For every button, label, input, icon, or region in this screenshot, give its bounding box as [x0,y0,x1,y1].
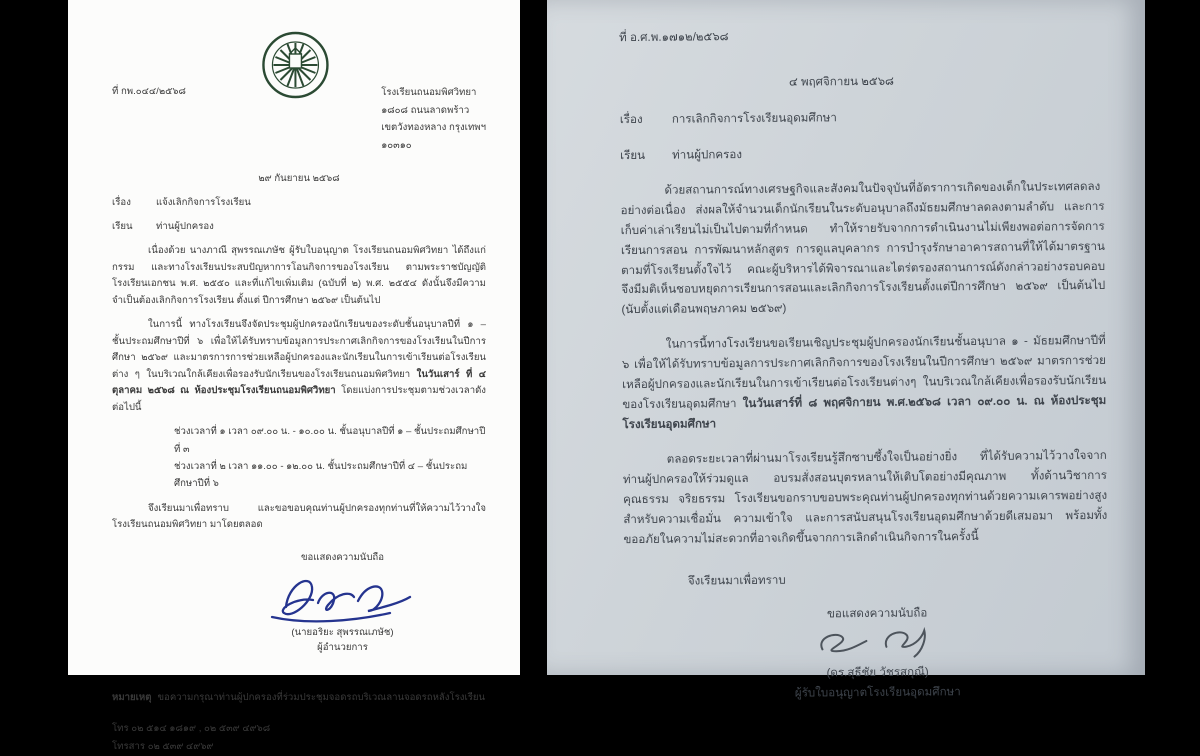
right-letter-content [619,24,1109,705]
left-sender-address [381,84,486,155]
left-address-line3: ๑๐๓๑๐ [381,140,412,152]
left-signer-name: (นายอริยะ สุพรรณเภษัช) [291,626,394,638]
left-respect-line: ขอแสดงความนับถือ [300,551,384,563]
right-letter-page [547,0,1145,700]
left-session-2: ช่วงเวลาที่ ๒ เวลา ๑๑.๐๐ - ๑๒.๐๐ น. ชั้นประถมศึกษาปีที่ ๔ – ชั้นประถมศึกษาปีที่ ๖ [174,460,468,490]
left-date: ๒๙ กันยายน ๒๕๖๘ [258,172,340,184]
right-to-row [620,142,1104,166]
left-paragraph-2-text: ในการนี้ ทางโรงเรียนจึงจัดประชุมผู้ปกครองนักเรียนของระดับชั้นอนุบาลปีที่ ๑ – ชั้นประถมศึกษาปีที่ ๖ เพื่อให้ได้รับทราบข้อมูลการประกาศเลิกกิจการของโรงเรียนในปีการศึกษา ๒๕๖๙ และมาตรการการช่วยเหลือผู้ปกครองและนักเรียนในการเข้าเรียนต่อโรงเรียนต่าง ๆ ในบริเวณใกล้เคียงเพื่อรองรับนักเรียนของโรงเรียนถนอมพิศวิทยา [112,319,486,380]
left-signature-icon [258,567,428,629]
right-ref-number: ที่ อ.ศ.พ.๑๗๑๒/๒๕๖๘ [619,30,729,45]
left-paragraph-2-tail: โดยแบ่งการประชุมตามช่วงเวลาดังต่อไปนี้ [112,385,486,413]
left-note-row [112,690,486,707]
right-signature-icon [802,623,952,666]
left-contact-block [112,720,486,756]
right-respect-line: ขอแสดงความนับถือ [826,606,928,620]
left-to-row [112,219,486,236]
left-note-label: หมายเหตุ [112,691,152,703]
left-tel-line: โทร ๐๒ ๕๑๔ ๑๘๑๙ , ๐๒ ๕๓๙ ๔๙๖๘ [112,723,271,735]
left-address-line1: ๑๘๐๘ ถนนลาดพร้าว [381,104,470,116]
left-signer-title: ผู้อำนวยการ [317,642,368,654]
left-address-line2: เขตวังทองหลาง กรุงเทพฯ [381,122,486,134]
school-seal-icon [259,26,331,111]
left-letter-page [68,0,520,753]
left-note-text: ขอความกรุณาท่านผู้ปกครองที่ร่วมประชุมจอดรถบริเวณลานจอดรถหลังโรงเรียน [157,691,486,703]
left-to-value: ท่านผู้ปกครอง [156,220,214,232]
right-to-value: ท่านผู้ปกครอง [672,147,743,162]
left-to-label: เรียน [112,220,133,232]
left-fax-line: โทรสาร ๐๒ ๕๓๙ ๔๙๖๙ [112,741,214,753]
left-paragraph-1: เนื่องด้วย นางภาณี สุพรรณเภษัช ผู้รับใบอนุญาต โรงเรียนถนอมพิศวิทยา ได้ถึงแก่กรรม และทางโรงเรียนประสบปัญหาการโอนกิจการของโรงเรียน ตามพระราชบัญญัติโรงเรียนเอกชน พ.ศ. ๒๕๕๐ และที่แก้ไขเพิ่มเติม (ฉบับที่ ๒) พ.ศ. ๒๕๕๔ ดังนั้นจึงมีความจำเป็นต้องเลิกกิจการโรงเรียน ตั้งแต่ ปีการศึกษา ๒๕๖๙ เป็นต้นไป [112,245,486,306]
right-date: ๔ พฤศจิกายน ๒๕๖๘ [788,74,895,89]
right-signer-name: (ดร.สุธีชัย วัชรสกุณี) [826,665,929,680]
left-subject-row [112,195,486,212]
right-subject-row [620,106,1104,130]
left-signature-block [230,550,455,656]
left-meeting-date-bold: ในวันเสาร์ ที่ ๔ ตุลาคม ๒๕๖๘ ณ ห้องประชุมโรงเรียนถนอมพิศวิทยา [112,368,487,397]
left-session-1: ช่วงเวลาที่ ๑ เวลา ๐๙.๐๐ น. - ๑๐.๐๐ น. ชั้นอนุบาลปีที่ ๑ – ชั้นประถมศึกษาปีที่ ๓ [174,426,486,455]
right-signer-title: ผู้รับใบอนุญาตโรงเรียนอุดมศึกษา [794,685,961,700]
right-subject-value: การเลิกกิจการโรงเรียนอุดมศึกษา [671,111,837,126]
left-subject-label: เรื่อง [112,197,131,209]
right-meeting-date-bold: ในวันเสาร์ที่ ๘ พฤศจิกายน พ.ศ.๒๕๖๘ เวลา ๐๙.๐๐ น. ณ ห้องประชุมโรงเรียนอุดมศึกษา [622,393,1107,432]
left-school-name: โรงเรียนถนอมพิศวิทยา [381,87,477,98]
right-to-label: เรียน [620,148,646,162]
left-closing-paragraph: จึงเรียนมาเพื่อทราบ และขอขอบคุณท่านผู้ปกครองทุกท่านที่ให้ความไว้วางใจโรงเรียนถนอมพิศวิทยา มาโดยตลอด [112,502,486,530]
left-subject-value: แจ้งเลิกกิจการโรงเรียน [156,197,251,209]
left-session-list [174,423,486,492]
left-ref-number: ที่ กพ.๐๔๔/๒๕๖๘ [112,86,186,97]
right-signature-block [746,602,1009,703]
right-paragraph-1: ด้วยสถานการณ์ทางเศรษฐกิจและสังคมในปัจจุบันที่อัตราการเกิดของเด็กในประเทศลดลงอย่างต่อเนื่อง ส่งผลให้จำนวนเด็กนักเรียนในระดับอนุบาลถึงมัธยมศึกษาลดลงตามลำดับ และการเก็บค่าเล่าเรียนไม่เป็นไปตามที่กำหนด ทำให้รายรับจากการดำเนินงานไม่เพียงพอต่อการจัดการเรียนการสอน การพัฒนาหลักสูตร การดูแลบุคลากร การบำรุงรักษาอาคารสถานที่ให้ได้มาตรฐานตามที่โรงเรียนตั้งใจไว้ คณะผู้บริหารได้พิจารณาและไตร่ตรองสถานการณ์ดังกล่าวอย่างรอบคอบ จึงมีมติเห็นชอบหยุดการเรียนการสอนและเลิกกิจการโรงเรียนตั้งแต่ปีการศึกษา ๒๕๖๙ เป็นต้นไป (นับตั้งแต่เดือนพฤษภาคม ๒๕๖๙) [620,179,1106,317]
right-subject-label: เรื่อง [619,112,643,126]
left-paragraph-2 [112,317,486,416]
right-closing-line: จึงเรียนมาเพื่อทราบ [687,573,786,588]
right-paragraph-3: ตลอดระยะเวลาที่ผ่านมาโรงเรียนรู้สึกซาบซึ้งใจเป็นอย่างยิ่ง ที่ได้รับความไว้วางใจจากท่านผู้ปกครองให้ร่วมดูแล อบรมสั่งสอนบุตรหลานให้เติบโตอย่างมีคุณภาพ ทั้งด้านวิชาการ คุณธรรม จริยธรรม โรงเรียนขอกราบขอบพระคุณท่านผู้ปกครองทุกท่านด้วยความเคารพอย่างสูง สำหรับความเชื่อมั่น ความเข้าใจ และการสนับสนุนโรงเรียนอุดมศึกษาด้วยดีเสมอมา พร้อมทั้งขออภัยในความไม่สะดวกที่อาจเกิดขึ้นจากการเลิกดำเนินกิจการในครั้งนี้ [622,448,1108,546]
right-paragraph-2 [622,331,1107,435]
right-paragraph-2-text: ในการนี้ทางโรงเรียนขอเรียนเชิญประชุมผู้ปกครองนักเรียนชั้นอนุบาล ๑ - มัธยมศึกษาปีที่ ๖ เพื่อให้ได้รับทราบข้อมูลการประกาศเลิกกิจการของโรงเรียนในปีการศึกษา ๒๕๖๙ มาตรการช่วยเหลือผู้ปกครองและนักเรียนในการเข้าเรียนต่อโรงเรียนต่างๆ ในบริเวณใกล้เคียงเพื่อรองรับนักเรียนของโรงเรียนอุดมศึกษา [621,334,1107,412]
